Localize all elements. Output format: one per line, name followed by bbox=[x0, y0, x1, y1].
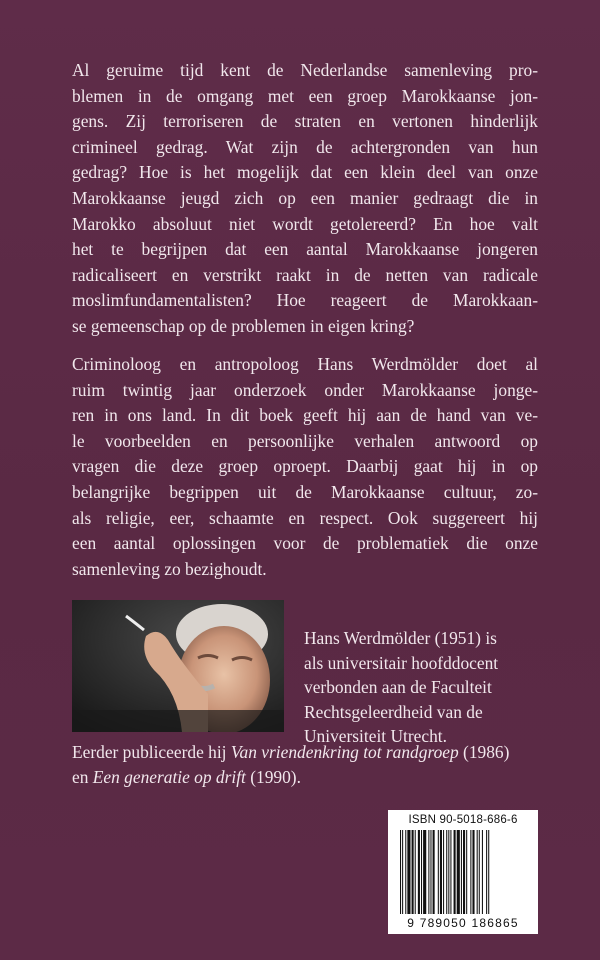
barcode-bar bbox=[405, 830, 406, 914]
blurb-line: ruim twintig jaar onderzoek onder Marokkaanse jonge- bbox=[72, 379, 538, 400]
blurb-line: Criminoloog en antropoloog Hans Werdmölder doet al bbox=[72, 354, 538, 374]
barcode-bar bbox=[448, 830, 449, 914]
barcode-bar bbox=[454, 830, 456, 914]
bio-line: Hans Werdmölder (1951) is bbox=[304, 628, 497, 648]
author-photo bbox=[72, 600, 284, 732]
ean-digits: 9 789050 186865 bbox=[407, 916, 519, 930]
barcode-bar bbox=[486, 830, 487, 914]
blurb-line: ren in ons land. In dit boek geeft hij aan de hand van ve- bbox=[72, 405, 538, 426]
barcode-bar bbox=[479, 830, 480, 914]
blurb-line: Al geruime tijd kent de Nederlandse samenleving pro- bbox=[72, 60, 538, 80]
bio-line: als universitair hoofddocent bbox=[304, 652, 499, 673]
barcode-bar bbox=[450, 830, 451, 914]
blurb-line: blemen in de omgang met een groep Marokkaanse jon- bbox=[72, 85, 538, 106]
bio-line: Universiteit Utrecht. bbox=[304, 726, 447, 746]
barcode-bar bbox=[470, 830, 471, 914]
barcode-bar bbox=[461, 830, 462, 914]
blurb-line: het te begrijpen dat een aantal Marokkaanse jongeren bbox=[72, 239, 538, 260]
blurb-paragraph-1 bbox=[72, 58, 538, 340]
book-year-2: (1990). bbox=[245, 766, 301, 787]
barcode-bar bbox=[482, 830, 483, 914]
barcode-bar bbox=[433, 830, 435, 914]
barcode-bar bbox=[457, 830, 460, 914]
blurb-line: crimineel gedrag. Wat zijn de achtergronden van hun bbox=[72, 136, 538, 157]
barcode-bar bbox=[440, 830, 442, 914]
barcode-bar bbox=[421, 830, 422, 914]
barcode-bar bbox=[472, 830, 474, 914]
publications-line-2 bbox=[72, 765, 552, 790]
barcode-bar bbox=[428, 830, 429, 914]
book-title-1: Van vriendenkring tot randgroep bbox=[230, 742, 459, 762]
blurb-paragraph-2 bbox=[72, 352, 538, 582]
blurb-line: gens. Zij terroriseren de straten en vertonen hinderlijk bbox=[72, 111, 538, 132]
barcode-bar bbox=[400, 830, 401, 914]
conjunction: en bbox=[72, 766, 93, 787]
blurb-line: le voorbeelden en persoonlijke verhalen antwoord op bbox=[72, 430, 538, 451]
blurb-line: se gemeenschap op de problemen in eigen kring? bbox=[72, 315, 415, 336]
barcode-bar bbox=[418, 830, 420, 914]
barcode-bar bbox=[466, 830, 467, 914]
book-year-1: (1986) bbox=[458, 742, 510, 762]
earlier-publications bbox=[72, 740, 552, 789]
publications-line-1 bbox=[72, 740, 552, 765]
barcode-bar bbox=[438, 830, 439, 914]
isbn-label: ISBN 90-5018-686-6 bbox=[408, 814, 518, 826]
barcode-bars bbox=[398, 830, 528, 916]
barcode-bar bbox=[430, 830, 431, 914]
blurb-line: Marokkaanse jeugd zich op een manier gedraagt die in bbox=[72, 187, 538, 208]
barcode-bar bbox=[415, 830, 416, 914]
blurb-line: radicaliseert en verstrikt raakt in de netten van radicale bbox=[72, 264, 538, 285]
publications-intro: Eerder publiceerde hij bbox=[72, 742, 231, 762]
blurb-line: gedrag? Hoe is het mogelijk dat een klein deel van onze bbox=[72, 162, 538, 183]
blurb-line: belangrijke begrippen uit de Marokkaanse cultuur, zo- bbox=[72, 481, 538, 502]
book-title-2: Een generatie op drift bbox=[92, 766, 246, 787]
blurb-line: samenleving zo bezighoudt. bbox=[72, 558, 267, 579]
barcode-bar bbox=[402, 830, 403, 914]
blurb-line: als religie, eer, schaamte en respect. Ook suggereert hij bbox=[72, 507, 538, 528]
barcode-bar bbox=[477, 830, 478, 914]
blurb-line: een aantal oplossingen voor de problematiek die onze bbox=[72, 533, 538, 554]
barcode-bar bbox=[423, 830, 426, 914]
author-bio bbox=[304, 626, 544, 749]
barcode-bar bbox=[443, 830, 444, 914]
barcode-bar bbox=[446, 830, 447, 914]
barcode-bar bbox=[407, 830, 410, 914]
barcode-bar bbox=[412, 830, 414, 914]
barcode-bar bbox=[463, 830, 465, 914]
bio-line: verbonden aan de Faculteit bbox=[304, 677, 492, 697]
bio-line: Rechtsgeleerdheid van de bbox=[304, 701, 483, 722]
blurb-line: vragen die deze groep oproept. Daarbij gaat hij in op bbox=[72, 456, 538, 477]
blurb-line: Marokko absoluut niet wordt getolereerd? En hoe valt bbox=[72, 213, 538, 234]
barcode bbox=[388, 810, 538, 934]
barcode-bar bbox=[488, 830, 489, 914]
blurb-line: moslimfundamentalisten? Hoe reageert de Marokkaan- bbox=[72, 290, 538, 311]
